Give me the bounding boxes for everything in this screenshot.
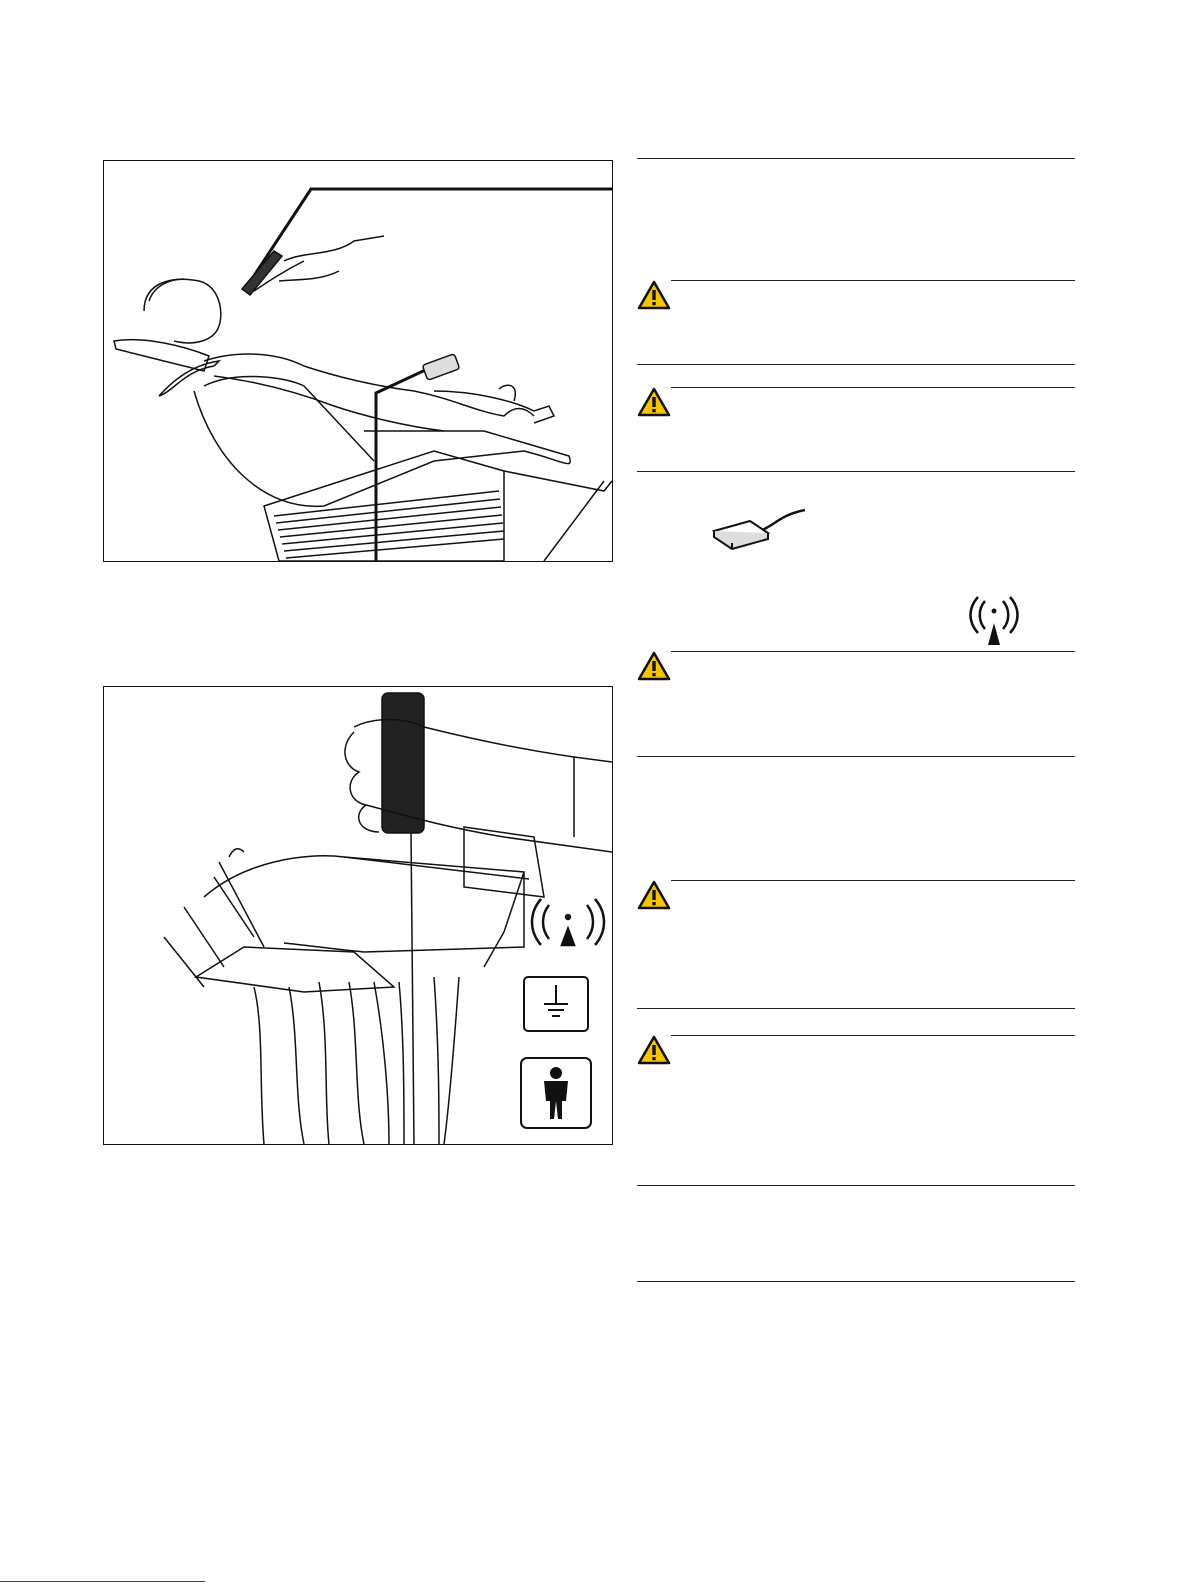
section-rule [637, 1008, 1075, 1009]
figure-patient-chair [103, 160, 613, 562]
section-rule [637, 756, 1075, 757]
warning-icon [637, 387, 671, 417]
section-rule [637, 471, 1075, 472]
warning-icon [637, 280, 671, 310]
warning-rule [671, 1035, 1075, 1036]
delivery-unit-illustration [104, 687, 612, 1144]
section-rule [637, 1281, 1075, 1282]
section-rule [637, 1185, 1075, 1186]
warning-rule [671, 387, 1075, 388]
warning-rule [671, 280, 1075, 281]
non-ionizing-radiation-icon [966, 593, 1022, 649]
warning-icon [637, 651, 671, 681]
footnote-rule [0, 1581, 205, 1582]
figure-delivery-unit [103, 686, 613, 1145]
warning-icon [637, 1035, 671, 1065]
section-rule [637, 364, 1075, 365]
ground-icon [524, 977, 588, 1031]
non-ionizing-radiation-icon [532, 899, 604, 945]
section-rule [637, 158, 1075, 159]
warning-rule [671, 651, 1075, 652]
warning-icon [637, 880, 671, 910]
foot-pedal-icon [710, 505, 810, 553]
warning-rule [671, 880, 1075, 881]
type-b-applied-part-icon [521, 1058, 591, 1128]
patient-chair-illustration [104, 161, 612, 561]
